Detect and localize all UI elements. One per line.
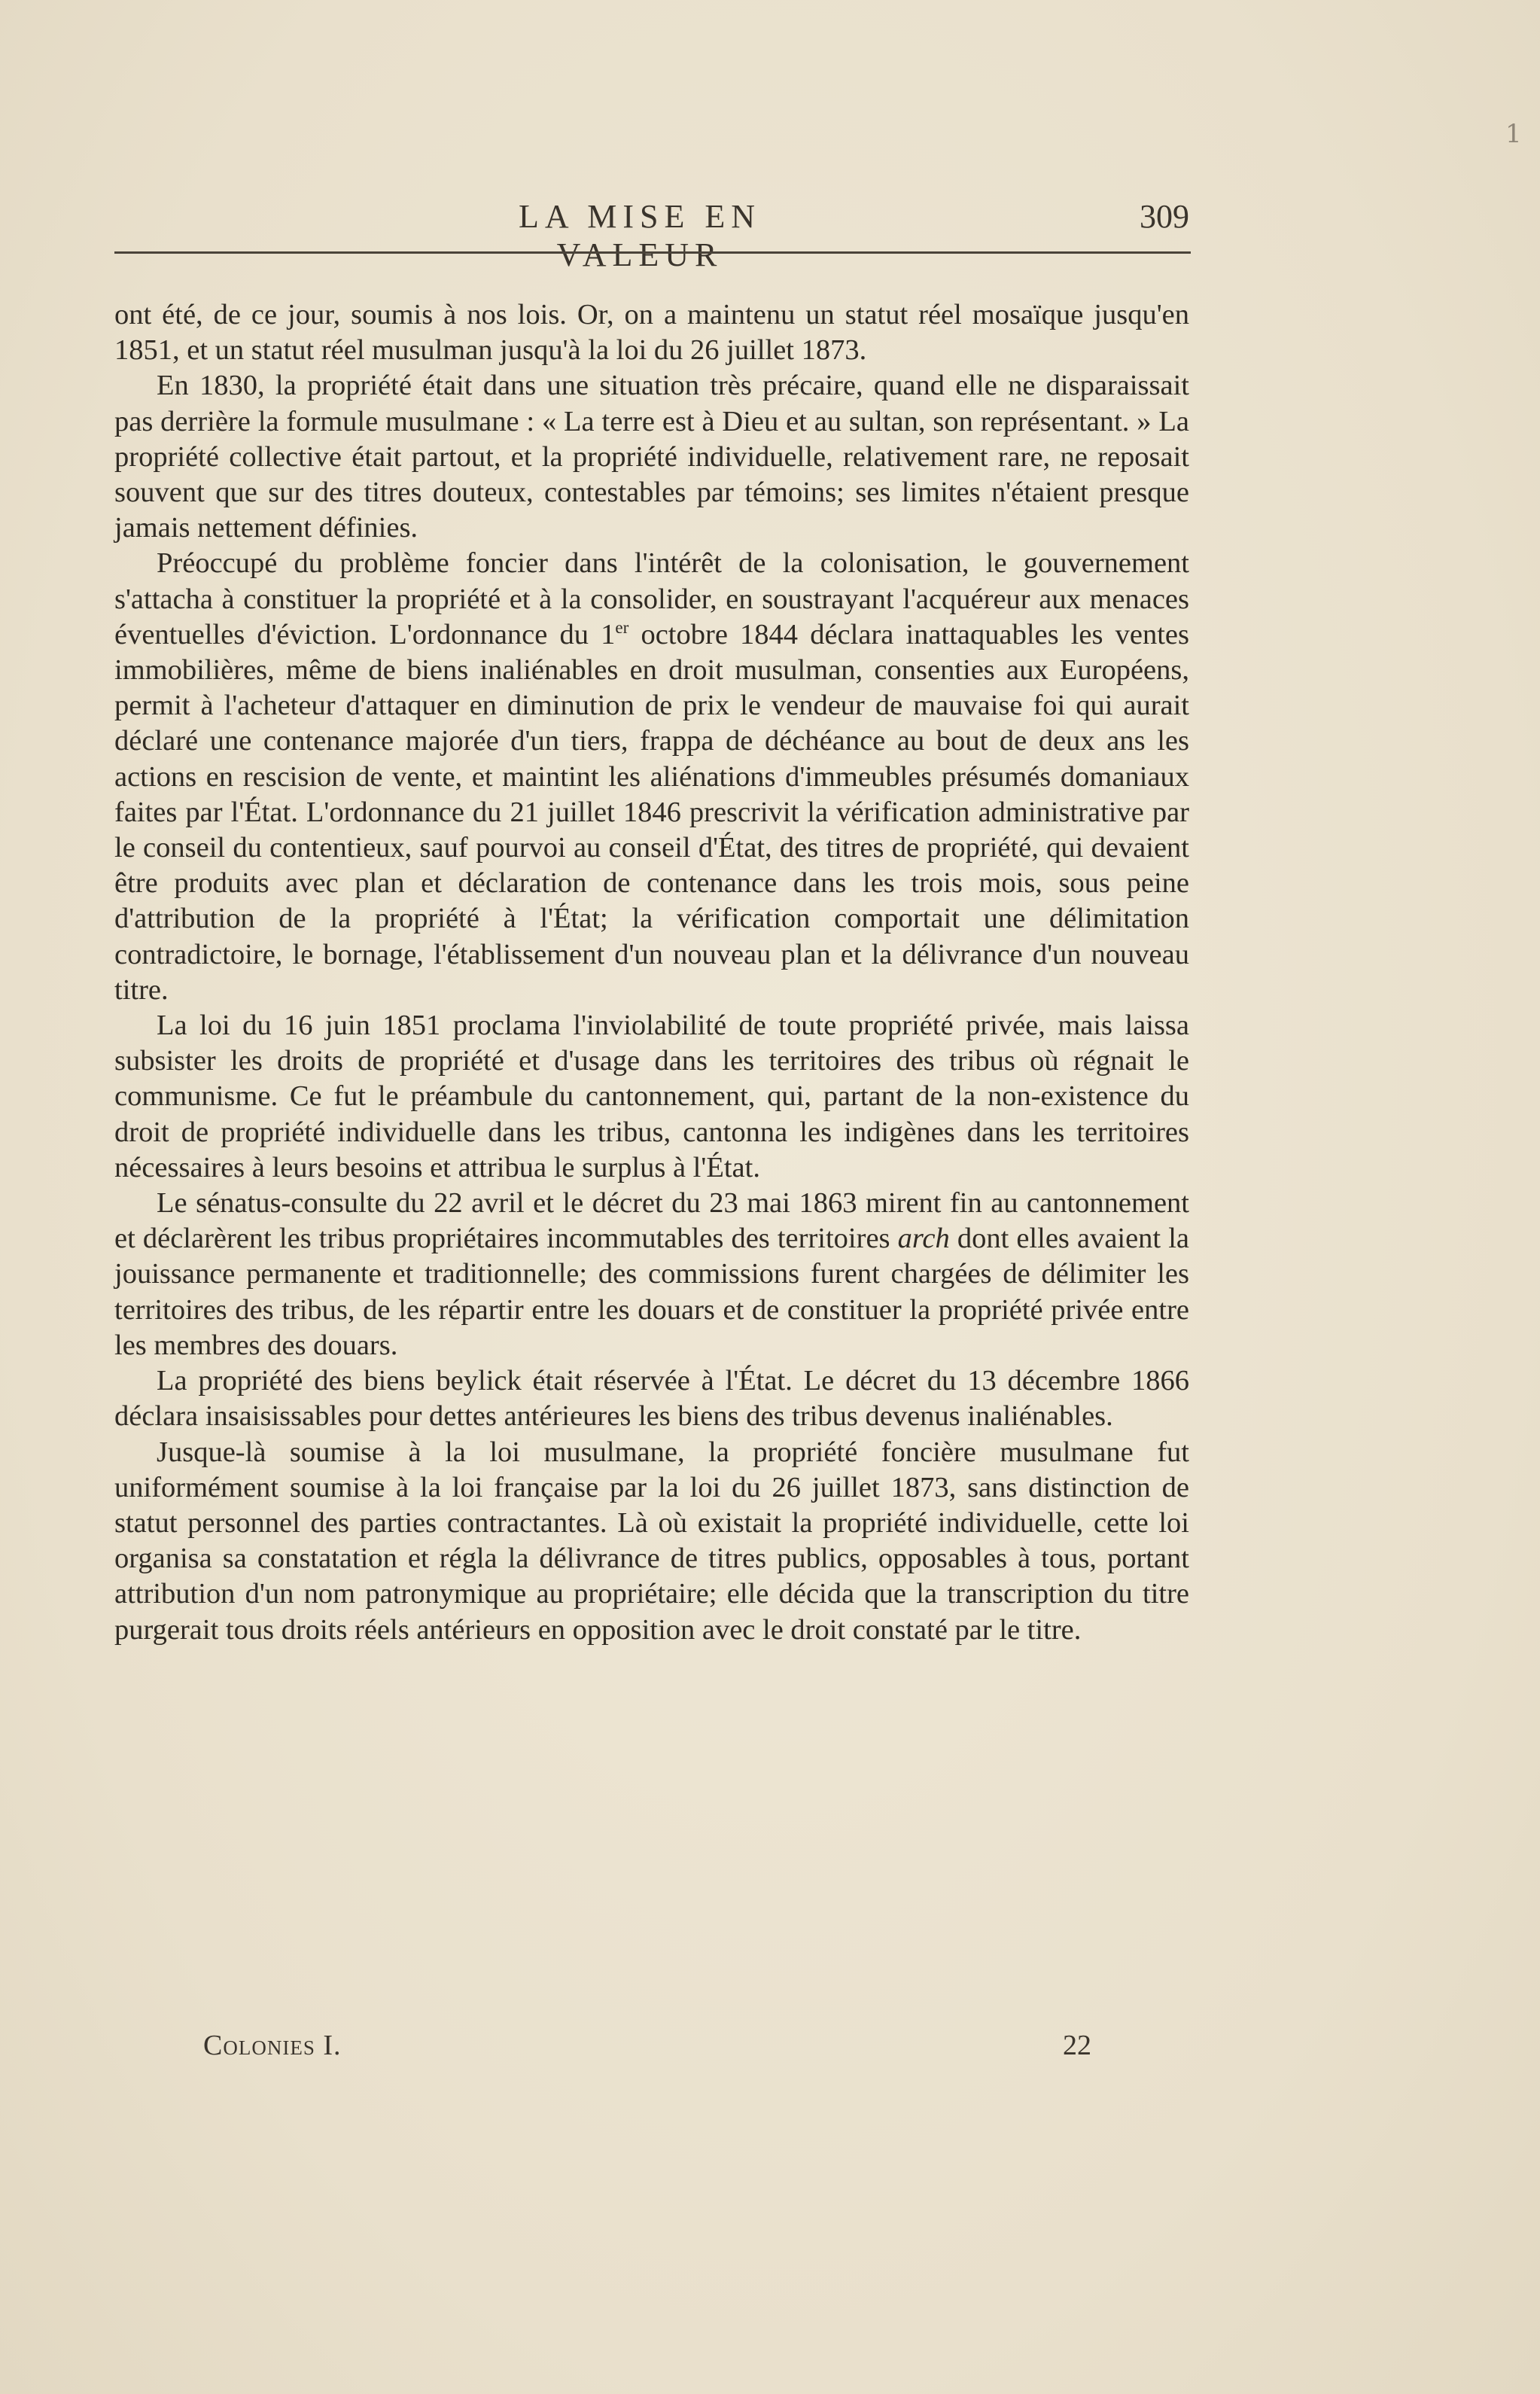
header-rule [114, 251, 1191, 254]
italic-term-arch: arch [897, 1223, 950, 1255]
paragraph-7: Jusque-là soumise à la loi musulmane, la propriété foncière musulmane fut uniformément soumise à la loi française par la loi du 26 juillet 1873, sans distinction de statut personnel des parties contractantes. Là où existait la propriété individuelle, cette loi organisa sa constatation et régla la délivrance de titres publics, opposables à tous, portant attribution d'un nom patronymique au propriétaire; elle décida que la transcription du titre purgerait tous droits réels antérieurs en opposition avec le droit constaté par le titre. [114, 1436, 1189, 1646]
printer-signature: Colonies I. [203, 2030, 342, 2061]
running-head [113, 197, 1189, 273]
paragraph-3-part-2: octobre 1844 déclara inattaquables les ventes immobilières, même de biens inaliénables en droit musulman, consenties aux Européens, permit à l'acheteur d'attaquer en diminution de prix le vendeur de mauvaise foi qui aurait déclaré une contenance majorée d'un tiers, frappa de déchéance au bout de deux ans les actions en rescision de vente, et maintint les aliénations d'immeubles présumés domaniaux faites par l'État. L'ordonnance du 21 juillet 1846 prescrivit la vérification administrative par le conseil du contentieux, sauf pourvoi au conseil d'État, des titres de propriété, qui devaient être produits avec plan et déclaration de contenance dans les trois mois, sous peine d'attribution de la propriété à l'État; la vérification comportait une délimitation contradictoire, le bornage, l'établissement d'un nouveau plan et la délivrance d'un nouveau titre. [114, 618, 1189, 1006]
running-title: LA MISE EN VALEUR [519, 198, 761, 273]
paragraph-4: La loi du 16 juin 1851 proclama l'inviolabilité de toute propriété privée, mais laissa subsister les droits de propriété et d'usage dans les territoires des tribus où régnait le communisme. Ce fut le préambule du cantonnement, qui, partant de la non-existence du droit de propriété individuelle dans les tribus, cantonna les indigènes dans les territoires nécessaires à leurs besoins et attribua le surplus à l'État. [114, 1010, 1189, 1183]
paragraph-5-part-2: dont elles avaient la jouissance permanente et traditionnelle; des commissions furent chargées de délimiter les territoires des tribus, de les répartir entre les douars et de constituer la propriété privée entre les membres des douars. [114, 1223, 1189, 1361]
paragraph-1: ont été, de ce jour, soumis à nos lois. Or, on a maintenu un statut réel mosaïque jusqu'en 1851, et un statut réel musulman jusqu'à la loi du 26 juillet 1873. [114, 299, 1189, 367]
paragraph-5 [114, 1186, 1189, 1363]
paragraph-3-part-1: Préoccupé du problème foncier dans l'intérêt de la colonisation, le gouvernement s'attacha à constituer la propriété et à la consolider, en soustrayant l'acquéreur aux menaces éventuelles d'éviction. L'ordonnance du 1 [114, 547, 1189, 650]
signature-number: 22 [1063, 2030, 1091, 2061]
margin-mark: 1 [1505, 119, 1522, 149]
paragraph-2: En 1830, la propriété était dans une situation très précaire, quand elle ne disparaissait pas derrière la formule musulmane : « La terre est à Dieu et au sultan, son représentant. » La propriété collective était partout, et la propriété individuelle, relativement rare, ne reposait souvent que sur des titres douteux, contestables par témoins; ses limites n'étaient presque jamais nettement définies. [114, 370, 1189, 544]
page-footer [203, 2029, 1091, 2067]
paragraph-5-part-1: Le sénatus-consulte du 22 avril et le décret du 23 mai 1863 mirent fin au cantonnement et déclarèrent les tribus propriétaires incommutables des territoires [114, 1187, 1189, 1255]
paragraph-6: La propriété des biens beylick était réservée à l'État. Le décret du 13 décembre 1866 déclara insaisissables pour dettes antérieures les biens des tribus devenus inaliénables. [114, 1365, 1189, 1433]
page-number: 309 [1140, 198, 1189, 235]
superscript-er: er [615, 617, 629, 637]
paragraph-3 [114, 546, 1189, 1008]
body-text [114, 297, 1189, 1648]
